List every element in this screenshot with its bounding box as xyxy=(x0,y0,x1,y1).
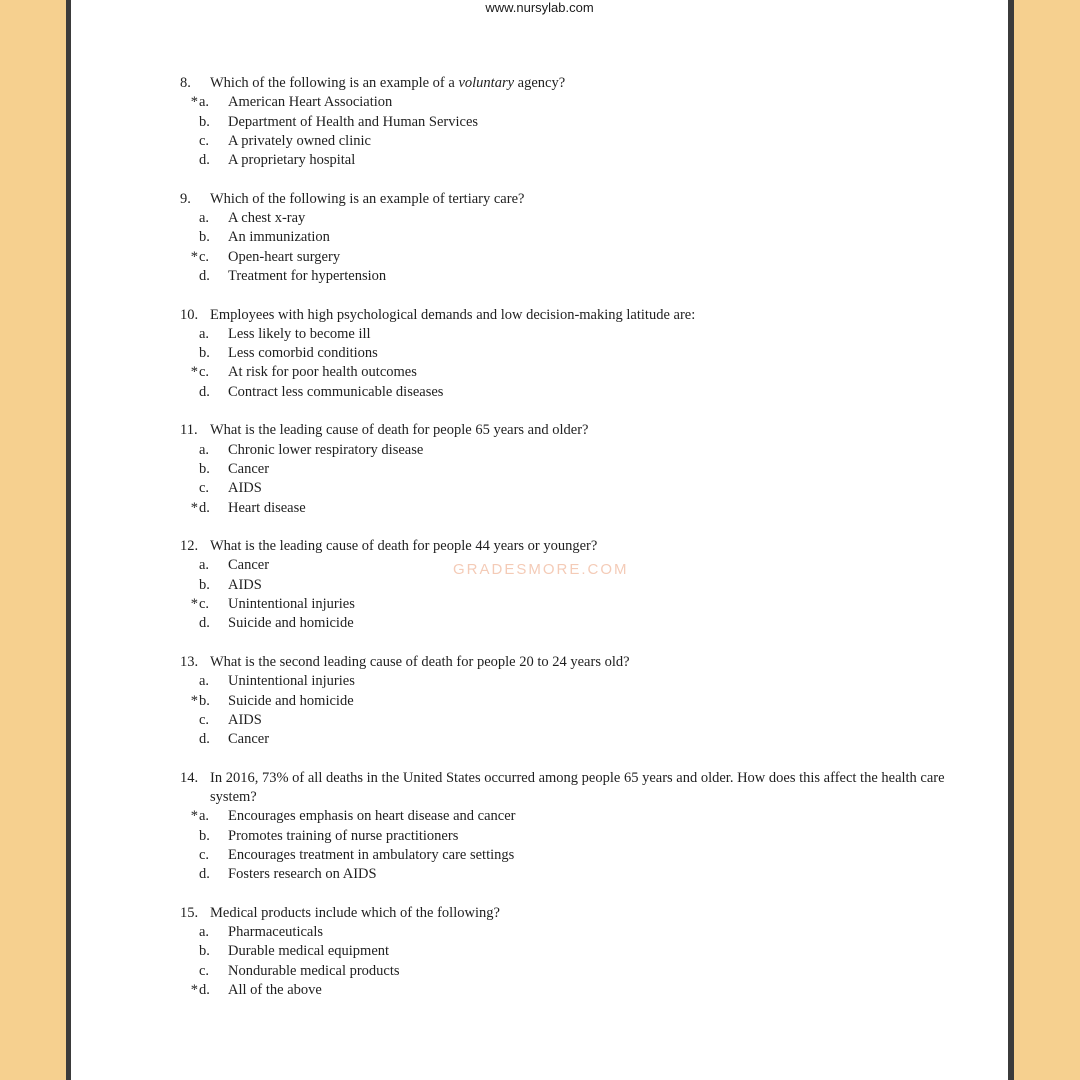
option-c xyxy=(180,595,960,614)
option-letter: d. xyxy=(199,731,210,748)
option-d xyxy=(180,730,960,749)
option-letter: d. xyxy=(199,267,210,284)
document-frame xyxy=(66,0,1014,1080)
answer-mark xyxy=(180,151,199,170)
option-text: Contract less communicable diseases xyxy=(228,383,444,400)
option-letter: a. xyxy=(199,924,210,941)
option-text: Less likely to become ill xyxy=(228,325,371,342)
option-a xyxy=(180,93,960,112)
answer-mark: * xyxy=(190,94,198,111)
option-text: A chest x-ray xyxy=(228,210,306,227)
option-c xyxy=(180,479,960,498)
question-9 xyxy=(180,190,960,286)
option-a xyxy=(180,672,960,691)
option-letter: d. xyxy=(199,383,210,400)
option-letter: a. xyxy=(199,673,210,690)
option-text: Durable medical equipment xyxy=(228,943,390,960)
option-c xyxy=(180,711,960,730)
watermark: GRADESMORE.COM xyxy=(453,561,629,578)
option-c xyxy=(180,962,960,981)
answer-mark xyxy=(180,441,199,460)
question-number: 14. xyxy=(180,769,199,786)
question-text: Which of the following is an example of a voluntary agency? xyxy=(210,75,566,91)
option-letter: a. xyxy=(199,325,210,342)
answer-mark xyxy=(180,865,199,884)
answer-mark xyxy=(180,383,199,402)
option-a xyxy=(180,923,960,942)
option-text: Encourages treatment in ambulatory care settings xyxy=(228,846,515,863)
question-text: What is the leading cause of death for people 44 years or younger? xyxy=(210,538,598,555)
option-text: A proprietary hospital xyxy=(228,152,356,169)
question-text: Which of the following is an example of tertiary care? xyxy=(210,190,525,207)
option-text: Chronic lower respiratory disease xyxy=(228,441,424,458)
option-letter: b. xyxy=(199,113,210,130)
document-page xyxy=(71,0,1008,1080)
answer-mark: * xyxy=(190,692,198,709)
option-d xyxy=(180,151,960,170)
question-number: 13. xyxy=(180,653,199,670)
option-letter: a. xyxy=(199,210,210,227)
option-b xyxy=(180,942,960,961)
option-text: Nondurable medical products xyxy=(228,962,400,979)
option-letter: d. xyxy=(199,499,210,516)
option-b xyxy=(180,576,960,595)
option-text: Unintentional injuries xyxy=(228,596,355,613)
option-d xyxy=(180,383,960,402)
answer-mark xyxy=(180,344,199,363)
answer-mark: * xyxy=(190,808,198,825)
question-number: 11. xyxy=(180,422,198,439)
answer-mark xyxy=(180,132,199,151)
option-text: At risk for poor health outcomes xyxy=(228,364,417,381)
option-letter: b. xyxy=(199,692,210,709)
option-text: Unintentional injuries xyxy=(228,673,355,690)
option-text: An immunization xyxy=(228,229,330,246)
option-b xyxy=(180,228,960,247)
answer-mark: * xyxy=(190,981,198,998)
answer-mark xyxy=(180,923,199,942)
answer-mark xyxy=(180,228,199,247)
answer-mark xyxy=(180,479,199,498)
answer-mark xyxy=(180,942,199,961)
option-a xyxy=(180,556,960,575)
option-letter: b. xyxy=(199,460,210,477)
question-13 xyxy=(180,653,960,749)
option-b xyxy=(180,692,960,711)
option-text: Cancer xyxy=(228,460,270,477)
option-text: AIDS xyxy=(228,480,262,497)
question-text: Employees with high psychological demands and low decision-making latitude are: xyxy=(210,306,696,323)
question-text: What is the second leading cause of death for people 20 to 24 years old? xyxy=(210,653,630,670)
option-text: American Heart Association xyxy=(228,94,393,111)
option-letter: c. xyxy=(199,248,210,265)
answer-mark xyxy=(180,267,199,286)
option-c xyxy=(180,132,960,151)
option-b xyxy=(180,827,960,846)
option-text: Heart disease xyxy=(228,499,306,516)
question-number: 8. xyxy=(180,75,191,91)
option-c xyxy=(180,846,960,865)
answer-mark xyxy=(180,576,199,595)
option-text: Suicide and homicide xyxy=(228,692,354,709)
option-letter: b. xyxy=(199,943,210,960)
answer-mark xyxy=(180,460,199,479)
answer-mark: * xyxy=(190,248,198,265)
answer-mark: * xyxy=(190,364,198,381)
option-b xyxy=(180,113,960,132)
option-d xyxy=(180,614,960,633)
option-text: Encourages emphasis on heart disease and cancer xyxy=(228,808,516,825)
option-letter: c. xyxy=(199,846,210,863)
option-letter: d. xyxy=(199,615,210,632)
option-text: Pharmaceuticals xyxy=(228,924,324,941)
answer-mark xyxy=(180,556,199,575)
option-letter: d. xyxy=(199,866,210,883)
question-text: In 2016, 73% of all deaths in the United States occurred among people 65 years and older. How does this affect the health care system? xyxy=(210,769,945,805)
option-text: AIDS xyxy=(228,711,262,728)
question-list xyxy=(180,74,960,1020)
option-a xyxy=(180,807,960,826)
option-letter: a. xyxy=(199,808,210,825)
question-12 xyxy=(180,537,960,633)
question-15 xyxy=(180,904,960,1000)
option-text: Cancer xyxy=(228,557,270,574)
option-letter: d. xyxy=(199,981,210,998)
option-a xyxy=(180,325,960,344)
option-b xyxy=(180,344,960,363)
answer-mark xyxy=(180,846,199,865)
question-number: 12. xyxy=(180,538,199,555)
option-letter: b. xyxy=(199,827,210,844)
option-letter: a. xyxy=(199,94,210,111)
option-c xyxy=(180,363,960,382)
question-8 xyxy=(180,74,960,170)
question-text: Medical products include which of the following? xyxy=(210,904,500,921)
option-text: Less comorbid conditions xyxy=(228,345,378,362)
option-text: AIDS xyxy=(228,576,262,593)
option-a xyxy=(180,209,960,228)
option-d xyxy=(180,865,960,884)
option-letter: b. xyxy=(199,345,210,362)
answer-mark xyxy=(180,730,199,749)
option-d xyxy=(180,267,960,286)
option-letter: c. xyxy=(199,364,210,381)
option-letter: c. xyxy=(199,962,210,979)
option-text: Treatment for hypertension xyxy=(228,267,387,284)
answer-mark xyxy=(180,325,199,344)
answer-mark xyxy=(180,672,199,691)
option-d xyxy=(180,499,960,518)
answer-mark: * xyxy=(190,596,198,613)
question-10 xyxy=(180,306,960,402)
question-11 xyxy=(180,421,960,517)
option-letter: c. xyxy=(199,711,210,728)
answer-mark xyxy=(180,711,199,730)
option-letter: a. xyxy=(199,557,210,574)
option-letter: c. xyxy=(199,596,210,613)
option-letter: c. xyxy=(199,132,210,149)
question-14 xyxy=(180,769,960,885)
answer-mark xyxy=(180,614,199,633)
option-text: Fosters research on AIDS xyxy=(228,866,377,883)
option-letter: b. xyxy=(199,576,210,593)
site-url: www.nursylab.com xyxy=(485,0,594,15)
option-text: Cancer xyxy=(228,731,270,748)
option-b xyxy=(180,460,960,479)
option-text: Open-heart surgery xyxy=(228,248,341,265)
option-text: Department of Health and Human Services xyxy=(228,113,479,130)
answer-mark xyxy=(180,209,199,228)
option-text: Promotes training of nurse practitioners xyxy=(228,827,459,844)
question-number: 15. xyxy=(180,904,199,921)
answer-mark xyxy=(180,827,199,846)
option-text: Suicide and homicide xyxy=(228,615,354,632)
option-letter: b. xyxy=(199,229,210,246)
question-text: What is the leading cause of death for people 65 years and older? xyxy=(210,422,589,439)
option-d xyxy=(180,981,960,1000)
option-text: A privately owned clinic xyxy=(228,132,371,149)
option-letter: d. xyxy=(199,152,210,169)
option-text: All of the above xyxy=(228,981,322,998)
option-c xyxy=(180,248,960,267)
option-letter: a. xyxy=(199,441,210,458)
answer-mark xyxy=(180,113,199,132)
question-number: 10. xyxy=(180,306,199,323)
option-a xyxy=(180,441,960,460)
answer-mark xyxy=(180,962,199,981)
option-letter: c. xyxy=(199,480,210,497)
answer-mark: * xyxy=(190,499,198,516)
question-number: 9. xyxy=(180,190,191,207)
